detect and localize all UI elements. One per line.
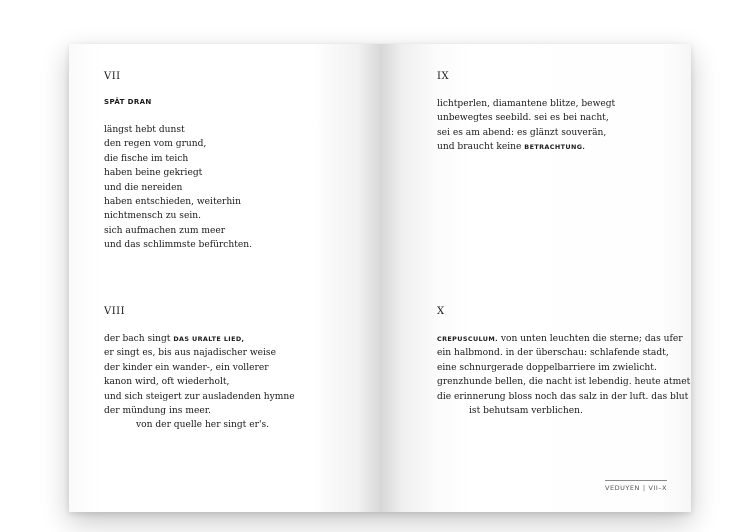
poem-line: haben entschieden, weiterhin <box>104 197 241 208</box>
line-text: der bach singt <box>104 334 174 344</box>
poem-lines <box>104 332 295 433</box>
poem-lines <box>437 97 615 155</box>
poem-line: der kinder ein wander-, ein vollerer <box>104 362 269 373</box>
poem-line <box>104 332 295 346</box>
poem-line: längst hebt dunst <box>104 125 185 135</box>
poem-line: grenzhunde bellen, die nacht ist lebendig. heute atmet <box>437 377 691 388</box>
poem-line: eine schnurgerade doppelbarriere im zwielicht. <box>437 362 657 373</box>
poem-line-indented: von der quelle her singt er's. <box>136 420 270 431</box>
poem-line <box>437 140 615 154</box>
poem-line: kanon wird, oft wiederholt, <box>104 377 230 388</box>
poem-line: sich aufmachen zum meer <box>104 225 226 236</box>
poem-vii <box>104 71 252 253</box>
footer-range: VII–X <box>648 484 667 492</box>
poem-line: die erinnerung bloss noch das salz in der luft. das blut <box>437 391 689 402</box>
poem-line: er singt es, bis aus najadischer weise <box>104 348 276 359</box>
footer-series: VEDUYEN <box>605 484 640 492</box>
poem-number: VIII <box>104 306 126 317</box>
poem-line: lichtperlen, diamantene blitze, bewegt <box>437 99 616 109</box>
poem-line: unbewegtes seebild. sei es bei nacht, <box>437 113 609 124</box>
poem-line: nichtmensch zu sein. <box>104 211 201 222</box>
poem-line: und sich steigert zur ausladenden hymne <box>104 391 295 402</box>
poem-line: ein halbmond. in der überschau: schlafende stadt, <box>437 348 669 359</box>
small-caps-phrase: BETRACHTUNG. <box>524 143 586 152</box>
poem-number: X <box>437 306 445 317</box>
poem-lines <box>104 123 252 253</box>
poem-line: haben beine gekriegt <box>104 168 203 179</box>
page-footer <box>605 480 667 492</box>
footer-separator: | <box>642 484 646 492</box>
poem-viii <box>104 306 295 433</box>
poem-lines <box>437 332 690 418</box>
poem-number: IX <box>437 71 450 82</box>
poem-x <box>437 306 690 418</box>
poem-line: und das schlimmste befürchten. <box>104 240 253 251</box>
open-book <box>69 44 691 512</box>
poem-line <box>437 332 690 346</box>
poem-ix <box>437 71 615 155</box>
small-caps-phrase: DAS URALTE LIED, <box>173 335 245 343</box>
poem-line: und die nereiden <box>104 182 183 193</box>
line-text: von unten leuchten die sterne; das ufer <box>497 334 683 344</box>
line-text: und braucht keine <box>437 142 525 153</box>
right-page <box>380 44 691 512</box>
poem-line-indented: ist behutsam verblichen. <box>469 406 583 417</box>
small-caps-phrase: CREPUSCULUM. <box>437 335 498 343</box>
poem-number: VII <box>104 71 121 82</box>
poem-line: der mündung ins meer. <box>104 406 211 417</box>
left-page <box>69 44 380 512</box>
poem-line: die fische im teich <box>104 153 189 164</box>
poem-line: den regen vom grund, <box>104 139 207 150</box>
poem-title: SPÄT DRAN <box>104 98 152 106</box>
poem-line: sei es am abend: es glänzt souverän, <box>437 127 607 138</box>
